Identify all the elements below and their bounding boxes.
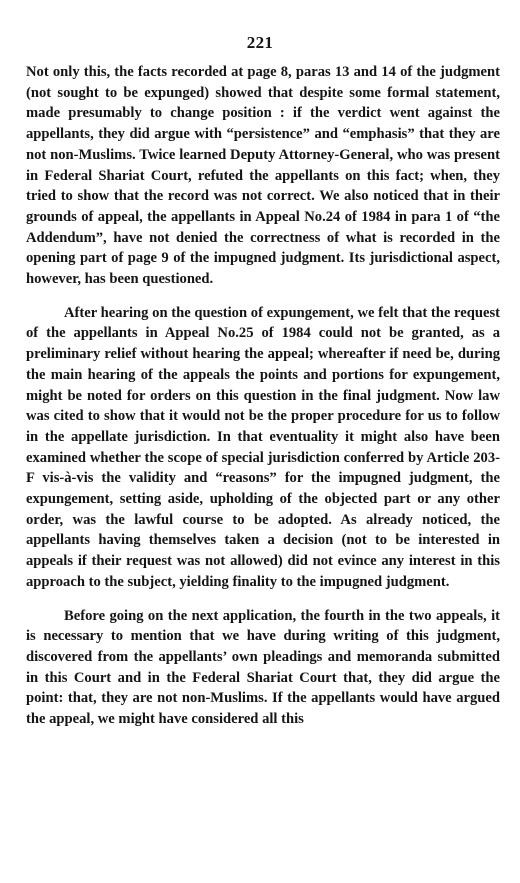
paragraph-2: After hearing on the question of expungement, we felt that the request of the appellants in Appeal No.25 of 1984 could not be granted, as a preliminary relief without hearing the appeal; whereafter if need be, during the main hearing of the appeals the points and portions for expungement, might be noted for orders on this question in the final judgment. Now law was cited to show that it would not be the proper procedure for us to follow in the appellate jurisdiction. In that eventuality it might also have been examined whether the scope of special jurisdiction conferred by Article 203-F vis-à-vis the validity and “reasons” for the impugned judgment, the expungement, setting aside, upholding of the objected part or any other order, was the lawful course to be adopted. As already noticed, the appellants having themselves taken a decision (not to be interested in appeals if their request was not allowed) did not evince any interest in this approach to the subject, yielding finality to the impugned judgment. [26,304,500,590]
paragraph-1: Not only this, the facts recorded at page 8, paras 13 and 14 of the judgment (not sought to be expunged) showed that despite some formal statement, made presumably to change position : if the verdict went against the appellants, they did argue with “persistence” and “emphasis” that they are not non-Muslims. Twice learned Deputy Attorney-General, who was present in Federal Shariat Court, refuted the appellants on this fact; when, they tried to show that the record was not correct. We also noticed that in their grounds of appeal, the appellants in Appeal No.24 of 1984 in para 1 of “the Addendum”, have not denied the correctness of what is recorded in the opening part of page 9 of the impugned judgment. Its jurisdictional aspect, however, has been questioned. [26,64,500,288]
page-number: 221 [246,33,274,52]
paragraph-3: Before going on the next application, the fourth in the two appeals, it is necessary to mention that we have during writing of this judgment, discovered from the appellants’ own pleadings and memoranda submitted in this Court and in the Federal Shariat Court that, they did argue the point: that, they are not non-Muslims. If the appellants would have argued the appeal, we might have considered all this [26,607,500,728]
body-text [26,62,500,730]
